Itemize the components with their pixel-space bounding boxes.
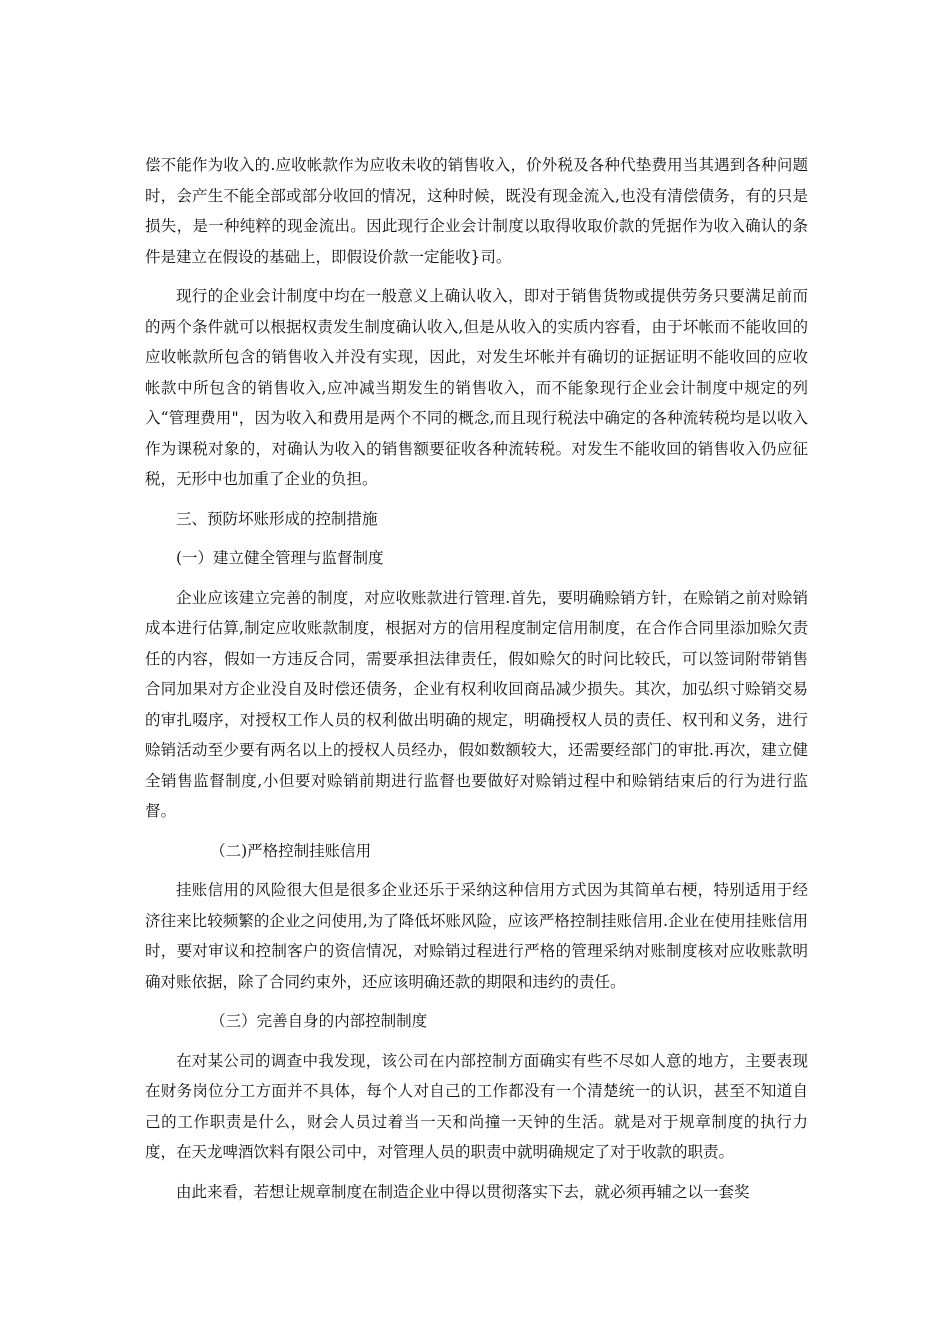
paragraph-bad-debt-cashflow: 偿不能作为收入的.应收帐款作为应收未收的销售收入，价外税及各种代垫费用当其遇到各种问题时，会产生不能全部或部分收回的情况，这种时候，既没有现金流入,也没有清偿债务，有的只是损失，是一种纯粹的现金流出。因此现行企业会计制度以取得收取价款的凭据作为收入确认的条件是建立在假设的基础上，即假设价款一定能收}司。 <box>145 156 808 266</box>
subheading-internal-control: （三）完善自身的内部控制制度 <box>210 1012 428 1030</box>
paragraph-management-system: 企业应该建立完善的制度，对应收账款进行管理.首先，要明确赊销方针，在赊销之前对赊销成本进行估算,制定应收账款制度，根据对方的信用程度制定信用制度，在合作合同里添加赊欠责任的内容，假如一方违反合同，需要承担法律责任，假如赊欠的时问比较氏，可以签词附带销售合同加果对方企业没自及时偿还债务，企业有权利收回商品减少损失。其次，加弘织寸赊销交易的审扎啜序，对授权工作人员的权利做出明确的规定，明确授权人员的责任、权刊和义务，进行赊销活动至少要有两名以上的授权人员经办，假如数额较大，还需要经部门的审批.再次，建立健全销售监督制度,小但要对赊销前期进行监督也要做好对赊销过程中和赊销结束后的行为进行监督。 <box>145 588 808 820</box>
paragraph-conclusion-start: 由此来看，若想让规章制度在制造企业中得以贯彻落实下去，就必须再辅之以一套奖 <box>176 1182 750 1201</box>
section-heading-control-measures: 三、预防坏账形成的控制措施 <box>176 509 378 528</box>
subheading-management-supervision: (一）建立健全管理与监督制度 <box>176 549 384 567</box>
paragraph-revenue-recognition: 现行的企业会计制度中均在一般意义上确认收入，即对于销售货物或提供劳务只要满足前而的两个条件就可以根据权责发生制度确认收入,但是从收入的实质内容看，由于坏帐而不能收回的应收帐款所包含的销售收入并没有实现，因此，对发生坏帐并有确切的证据证明不能收回的应收帐款中所包含的销售收入,应冲减当期发生的销售收入，而不能象现行企业会计制度中规定的列入“管理费用"，因为收入和费用是两个不同的概念,而且现行税法中确定的各种流转税均是以收入作为课税对象的，对确认为收入的销售额要征收各种流转税。对发生不能收回的销售收入仍应征税，无形中也加重了企业的负担。 <box>145 287 808 488</box>
paragraph-credit-control: 挂账信用的风险很大但是很多企业还乐于采纳这种信用方式因为其简单右梗，特别适用于经济往来比较频繁的企业之问使用,为了降低坏账风险，应该严格控制挂账信用.企业在使用挂账信用时，要对审议和控制客户的资信情况，对赊销过程进行严格的管理采纳对账制度核对应收账款明确对账依据，除了合同约束外，还应该明确还款的期限和违约的责任。 <box>145 881 808 991</box>
paragraph-company-survey: 在对某公司的调查中我发现，该公司在内部控制方面确实有些不尽如人意的地方，主要表现在财务岗位分工方面并不具体，每个人对自己的工作都没有一个清楚统一的认识，甚至不知道自己的工作职责是什么，财会人员过着当一天和尚撞一天钟的生活。就是对于规章制度的执行力度，在天龙啤酒饮料有限公司中，对管理人员的职责中就明确规定了对于收款的职责。 <box>145 1051 808 1161</box>
subheading-credit-control: （二)严格控制挂账信用 <box>210 841 372 860</box>
document-body <box>145 150 808 1216</box>
